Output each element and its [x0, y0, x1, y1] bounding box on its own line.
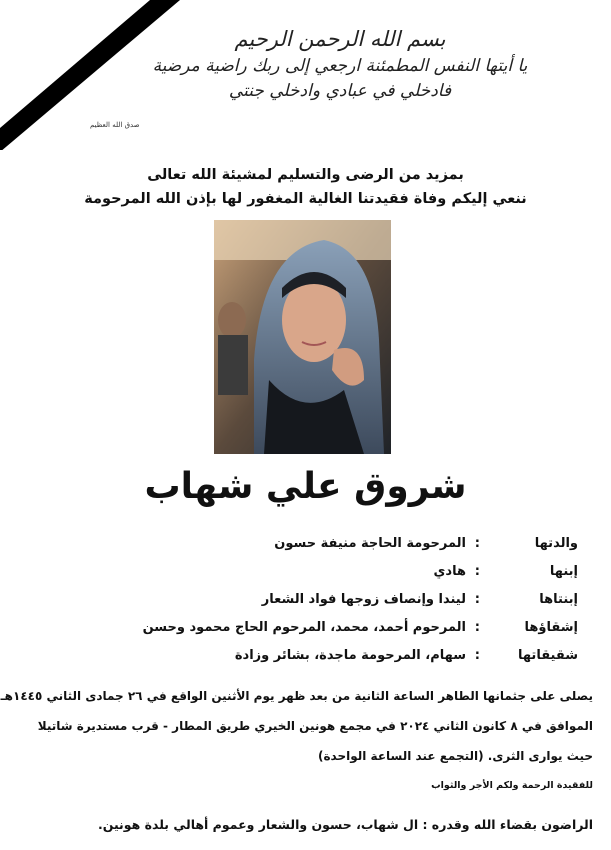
family-value: المرحوم أحمد، محمد، المرحوم الحاج محمود وحسن	[142, 620, 466, 635]
family-label: إبنها	[549, 564, 578, 579]
family-label: شقيقاتها	[517, 648, 578, 663]
family-value: سهام، المرحومة ماجدة، بشائر وزادة	[234, 648, 466, 663]
intro-line-1: بمزيد من الرضى والتسليم لمشيئة الله تعالى	[147, 167, 464, 183]
family-row-son: إبنها : هادي	[30, 561, 590, 583]
deceased-photo	[214, 220, 391, 454]
family-value: المرحومة الحاجة منيفة حسون	[274, 536, 466, 551]
sadaqa-note: صدق الله العظيم	[90, 121, 140, 129]
family-row-mother: والدتها : المرحومة الحاجة منيفة حسون	[30, 533, 590, 555]
verse-line-2: فادخلي في عبادي وادخلي جنتي	[228, 81, 452, 101]
family-label: والدتها	[534, 536, 578, 551]
family-row-brothers: إشقاؤها : المرحوم أحمد، محمد، المرحوم الحاج محمود وحسن	[30, 617, 590, 639]
intro-line-2: ننعي إليكم وفاة فقيدتنا الغالية المغفور لها بإذن الله المرحومة	[84, 191, 527, 207]
family-label: إشقاؤها	[524, 620, 578, 635]
funeral-line-1: يصلى على جثمانها الطاهر الساعة الثانية من بعد ظهر يوم الأثنين الواقع في ٢٦ جمادى الثاني ١٤٤٥هـ	[0, 689, 593, 703]
basmala: بسم الله الرحمن الرحيم	[234, 27, 446, 51]
family-value: ليندا وإنصاف زوجها فواد الشعار	[261, 592, 466, 607]
verse-line-1: يا أيتها النفس المطمئنة ارجعي إلى ربك راضية مرضية	[152, 56, 528, 76]
funeral-line-2: الموافق في ٨ كانون الثاني ٢٠٢٤ في مجمع هونين الخيري طريق المطار - قرب مستديرة شاتيلا	[37, 719, 593, 733]
family-row-sisters: شقيقاتها : سهام، المرحومة ماجدة، بشائر وزادة	[30, 645, 590, 667]
family-label: إبنتاها	[539, 592, 578, 607]
mourners-line: الراضون بقضاء الله وقدره : ال شهاب، حسون والشعار وعموم أهالي بلدة هونين.	[97, 817, 593, 832]
funeral-line-3: حيث يوارى الثرى. (التجمع عند الساعة الواحدة)	[317, 749, 593, 763]
condolence-note: للفقيدة الرحمة ولكم الأجر والثواب	[431, 780, 593, 791]
family-value: هادي	[433, 564, 466, 579]
family-row-daughters: إبنتاها : ليندا وإنصاف زوجها فواد الشعار	[30, 589, 590, 611]
quran-verse	[90, 24, 590, 104]
deceased-name: شروق علي شهاب	[144, 466, 467, 507]
